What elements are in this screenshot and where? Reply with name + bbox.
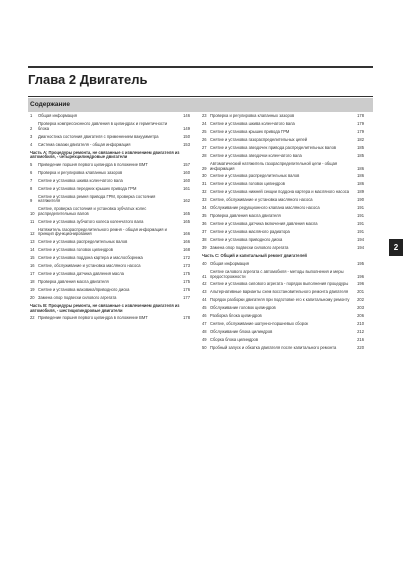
toc-entry[interactable] [202, 306, 364, 311]
toc-entry[interactable] [30, 248, 190, 253]
toc-entry[interactable] [202, 206, 364, 211]
toc-entry-number: 7 [30, 177, 33, 183]
toc-entry-title: Обслуживание редукционного клапана масляного насоса [210, 205, 320, 211]
toc-entry-page: 190 [357, 197, 364, 203]
toc-entry-page: 165 [183, 210, 190, 216]
toc-entry-number: 42 [202, 281, 207, 287]
toc-entry-title: Снятие и установка масляного радиатора [210, 229, 290, 235]
toc-entry[interactable] [202, 262, 364, 267]
toc-entry-title: Снятие и установка распределительных валов [210, 173, 300, 179]
toc-entry[interactable] [202, 314, 364, 319]
toc-entry-page: 161 [183, 185, 190, 191]
toc-entry-title: Система смазки двигателя - общая информация [38, 141, 131, 147]
toc-entry[interactable] [202, 230, 364, 235]
toc-entry-number: 31 [202, 181, 207, 187]
toc-entry-number: 41 [202, 273, 207, 279]
toc-entry[interactable] [30, 272, 190, 277]
toc-entry-title: Проверка и регулировка клапанных зазоров [210, 113, 295, 118]
toc-entry-number: 30 [202, 173, 207, 179]
toc-entry-number: 4 [30, 141, 33, 147]
toc-entry-page: 186 [357, 165, 364, 171]
toc-entry[interactable] [30, 296, 190, 301]
toc-entry-page: 177 [183, 295, 190, 301]
toc-entry-page: 166 [183, 239, 190, 245]
toc-entry-number: 11 [30, 218, 35, 224]
toc-entry-title: Приведение поршня первого цилиндра в положение ВМТ [38, 315, 148, 321]
toc-entry-title: Приведение поршня первого цилиндра в положение ВМТ [38, 161, 148, 167]
toc-entry[interactable] [202, 182, 364, 187]
toc-entry-number: 38 [202, 237, 207, 243]
toc-entry[interactable] [30, 240, 190, 245]
toc-section-heading: Часть С: Общий и капитальный ремонт двигателей [202, 253, 307, 259]
toc-entry-number: 20 [30, 295, 35, 301]
toc-entry-number: 40 [202, 260, 207, 266]
toc-entry[interactable] [30, 163, 190, 168]
toc-entry[interactable] [202, 330, 364, 335]
toc-entry[interactable] [30, 122, 190, 131]
toc-entry-title: Снятие, обслуживание и установка масляного насоса [38, 263, 141, 269]
toc-entry-number: 50 [202, 345, 207, 351]
toc-entry-title: Диагностика состояния двигателя с применением вакуумметра [38, 133, 159, 139]
toc-entry[interactable] [202, 338, 364, 343]
toc-right-column [202, 114, 364, 354]
toc-entry-number: 25 [202, 128, 207, 134]
toc-entry-page: 162 [183, 198, 190, 204]
toc-entry-title: Снятие и установка газораспределительных цепей [210, 136, 308, 142]
toc-entry-title: Снятие и установка шкива коленчатого вала [38, 177, 123, 183]
toc-entry-title: Проверка давления масла двигателя [210, 213, 281, 219]
toc-entry[interactable] [202, 198, 364, 203]
toc-entry[interactable] [30, 171, 190, 176]
toc-entry-title: Снятие и установка датчика давления масла [38, 271, 124, 277]
toc-entry-page: 186 [357, 173, 364, 179]
toc-entry-number: 12 [30, 231, 35, 237]
toc-entry[interactable] [30, 288, 190, 293]
toc-entry-number: 3 [30, 133, 33, 139]
toc-entry[interactable] [202, 122, 364, 127]
toc-entry-page: 196 [357, 281, 364, 287]
toc-entry-title: Общая информация [38, 113, 77, 118]
toc-entry-number: 15 [30, 255, 35, 261]
toc-entry[interactable] [202, 246, 364, 251]
contents-header-bar [28, 98, 373, 112]
toc-entry-page: 173 [183, 263, 190, 269]
toc-section-heading: Часть А: Процедуры ремонта, не связанные с извлечением двигателя из автомобиля, - четырехцилиндровые двигатели [30, 149, 180, 160]
toc-entry[interactable] [202, 290, 364, 295]
toc-entry[interactable] [202, 298, 364, 303]
toc-entry-page: 160 [183, 169, 190, 175]
toc-entry-number: 6 [30, 169, 33, 175]
toc-entry[interactable] [30, 280, 190, 285]
toc-entry-number: 48 [202, 329, 207, 335]
chapter-tab: 2 [389, 239, 403, 256]
toc-entry[interactable] [30, 256, 190, 261]
toc-entry-page: 178 [357, 113, 364, 118]
toc-entry-number: 8 [30, 185, 33, 191]
toc-entry-page: 194 [357, 245, 364, 251]
toc-entry-title: Снятие и установка маховика/приводного диска [38, 287, 130, 293]
toc-entry[interactable] [202, 282, 364, 287]
toc-entry-title: Снятие и установка головок цилиндров [210, 181, 285, 187]
toc-entry-title: Альтернативные варианты схем восстановительного ремонта двигателя [210, 289, 349, 295]
toc-entry[interactable] [30, 220, 190, 225]
toc-entry-page: 216 [357, 337, 364, 343]
toc-entry-title: Автоматический натяжитель газораспределительной цепи - общая информация [210, 160, 338, 171]
toc-entry-number: 23 [202, 113, 207, 118]
toc-entry-number: 1 [30, 113, 33, 118]
toc-entry-page: 194 [357, 237, 364, 243]
toc-entry-title: Общая информация [210, 260, 249, 266]
toc-entry-title: Снятие и установка крышек привода ГРМ [210, 128, 290, 134]
toc-entry-page: 172 [183, 255, 190, 261]
toc-entry[interactable] [202, 138, 364, 143]
toc-entry-number: 18 [30, 279, 35, 285]
toc-entry-page: 191 [357, 229, 364, 235]
toc-entry-title: Проверка и регулировка клапанных зазоров [38, 169, 123, 175]
toc-entry-page: 202 [357, 297, 364, 303]
toc-entry-page: 189 [357, 189, 364, 195]
toc-entry[interactable] [202, 154, 364, 159]
toc-entry[interactable] [202, 270, 364, 279]
toc-entry-title: Снятие, проверка состояния и установка зубчатых колес распределительных валов [38, 206, 147, 216]
toc-entry[interactable] [202, 130, 364, 135]
toc-entry-title: Обслуживание головок цилиндров [210, 305, 276, 311]
toc-entry-page: 176 [183, 287, 190, 293]
toc-entry-page: 149 [183, 125, 190, 131]
toc-entry-page: 175 [183, 271, 190, 277]
toc-entry-title: Снятие и установка датчика включения давления масла [210, 221, 318, 227]
toc-entry-page: 166 [183, 231, 190, 237]
toc-entry-title: Снятие и установка силового агрегата - порядок выполнения процедуры [210, 281, 349, 287]
toc-entry-title: Пробный запуск и обкатка двигателя после капитального ремонта [210, 345, 337, 351]
toc-entry-title: Натяжитель газораспределительного ремня - общая информация и принцип функционирования [38, 226, 167, 237]
toc-entry[interactable] [202, 146, 364, 151]
toc-entry-number: 2 [30, 125, 33, 131]
toc-entry[interactable] [30, 135, 190, 140]
toc-entry-page: 146 [183, 113, 190, 118]
toc-entry-page: 179 [357, 128, 364, 134]
toc-entry-page: 182 [357, 136, 364, 142]
toc-entry-title: Снятие и установка звездочек привода распределительных валов [210, 144, 337, 150]
toc-entry-number: 28 [202, 152, 207, 158]
toc-entry[interactable] [202, 346, 364, 351]
toc-entry-number: 49 [202, 337, 207, 343]
toc-entry-number: 27 [202, 144, 207, 150]
toc-entry-number: 22 [30, 315, 35, 321]
toc-entry-title: Снятие и установка шкива коленчатого вала [210, 120, 295, 126]
toc-entry-page: 196 [357, 273, 364, 279]
toc-entry-title: Замена опор подвески силового агрегата [38, 295, 117, 301]
toc-entry-title: Проверка компрессионного давления в цилиндрах и герметичности блока [38, 120, 168, 131]
toc-entry-number: 39 [202, 245, 207, 251]
toc-entry-page: 185 [357, 152, 364, 158]
toc-entry[interactable] [202, 174, 364, 179]
toc-entry-number: 16 [30, 263, 35, 269]
toc-entry[interactable] [30, 207, 190, 216]
toc-entry-title: Снятие и установка головок цилиндров [38, 247, 113, 253]
toc-entry-number: 24 [202, 120, 207, 126]
toc-entry-page: 201 [357, 289, 364, 295]
toc-entry-page: 150 [183, 133, 190, 139]
toc-entry-number: 36 [202, 221, 207, 227]
toc-entry-title: Снятие и установка передних крышек привода ГРМ [38, 185, 137, 191]
toc-entry[interactable] [202, 114, 364, 119]
toc-entry-number: 32 [202, 189, 207, 195]
toc-entry-title: Снятие и установка приводного диска [210, 237, 283, 243]
toc-entry-number: 47 [202, 321, 207, 327]
toc-entry[interactable] [30, 143, 190, 148]
toc-entry-number: 34 [202, 205, 207, 211]
toc-entry-number: 9 [30, 198, 33, 204]
toc-entry[interactable] [30, 114, 190, 119]
toc-entry[interactable] [30, 179, 190, 184]
toc-entry-page: 157 [183, 161, 190, 167]
toc-entry-title: Снятие и установка зубчатого колеса коленчатого вала [38, 218, 144, 224]
toc-entry[interactable] [30, 187, 190, 192]
toc-entry-title: Снятие и установка ремня привода ГРМ, проверка состояния натяжителя [38, 193, 156, 204]
toc-entry[interactable] [30, 316, 190, 321]
toc-entry-title: Обслуживание блока цилиндров [210, 329, 273, 335]
toc-entry-number: 5 [30, 161, 33, 167]
toc-entry-page: 178 [183, 315, 190, 321]
toc-entry-number: 45 [202, 305, 207, 311]
toc-entry-number: 14 [30, 247, 35, 253]
toc-entry-number: 43 [202, 289, 207, 295]
toc-entry-title: Порядок разборки двигателя при подготовке его к капитальному ремонту [210, 297, 350, 303]
toc-entry-page: 220 [357, 345, 364, 351]
toc-entry-number: 10 [30, 210, 35, 216]
toc-entry-title: Сборка блока цилиндров [210, 337, 259, 343]
toc-entry-page: 175 [183, 279, 190, 285]
contents-heading: Содержание [30, 101, 71, 108]
toc-entry-title: Проверка давления масла двигателя [38, 279, 109, 285]
toc-entry-number: 44 [202, 297, 207, 303]
toc-entry-number: 37 [202, 229, 207, 235]
toc-entry-number: 19 [30, 287, 35, 293]
toc-entry-title: Снятие и установка звездочки коленчатого вала [210, 152, 302, 158]
toc-entry[interactable] [202, 162, 364, 171]
toc-entry[interactable] [202, 190, 364, 195]
toc-entry-page: 203 [357, 305, 364, 311]
toc-entry[interactable] [30, 195, 190, 204]
toc-entry[interactable] [202, 238, 364, 243]
toc-entry-page: 165 [183, 218, 190, 224]
toc-entry-page: 179 [357, 120, 364, 126]
toc-entry-title: Снятие, обслуживание шатунно-поршневых сборок [210, 321, 309, 327]
toc-entry[interactable] [30, 228, 190, 237]
toc-entry-page: 212 [357, 329, 364, 335]
toc-entry[interactable] [202, 322, 364, 327]
toc-entry-page: 168 [183, 247, 190, 253]
toc-entry-title: Снятие, обслуживание и установка масляного насоса [210, 197, 313, 203]
toc-entry-number: 33 [202, 197, 207, 203]
toc-entry[interactable] [30, 264, 190, 269]
toc-section-heading: Часть В: Процедуры ремонта, не связанные с извлечением двигателя из автомобиля, - шестицилиндровые двигатели [30, 303, 180, 313]
toc-entry-page: 186 [357, 181, 364, 187]
toc-entry-title: Разборка блока цилиндров [210, 313, 262, 319]
toc-entry-page: 206 [357, 313, 364, 319]
toc-entry[interactable] [202, 214, 364, 219]
toc-entry-number: 17 [30, 271, 35, 277]
toc-entry-title: Замена опор подвески силового агрегата [210, 245, 289, 251]
toc-entry-page: 191 [357, 205, 364, 211]
toc-left-column [30, 114, 190, 324]
toc-entry-page: 185 [357, 144, 364, 150]
toc-entry-title: Снятие и установка поддона картера и маслосборника [38, 255, 143, 261]
toc-entry-page: 191 [357, 213, 364, 219]
toc-entry-title: Снятие и установка распределительных валов [38, 239, 128, 245]
chapter-title: Глава 2 Двигатель [28, 72, 148, 87]
toc-entry-page: 210 [357, 321, 364, 327]
toc-entry-number: 26 [202, 136, 207, 142]
toc-entry-page: 160 [183, 177, 190, 183]
toc-entry[interactable] [202, 222, 364, 227]
toc-entry-page: 195 [357, 260, 364, 266]
toc-entry-number: 29 [202, 165, 207, 171]
toc-entry-title: Снятие и установка нижней секции поддона картера и масляного насоса [210, 189, 350, 195]
toc-entry-number: 35 [202, 213, 207, 219]
toc-entry-title: Снятие силового агрегата с автомобиля - методы выполнения и меры предосторожности [210, 268, 344, 279]
toc-entry-number: 46 [202, 313, 207, 319]
toc-entry-page: 153 [183, 141, 190, 147]
toc-entry-number: 13 [30, 239, 35, 245]
toc-entry-page: 191 [357, 221, 364, 227]
